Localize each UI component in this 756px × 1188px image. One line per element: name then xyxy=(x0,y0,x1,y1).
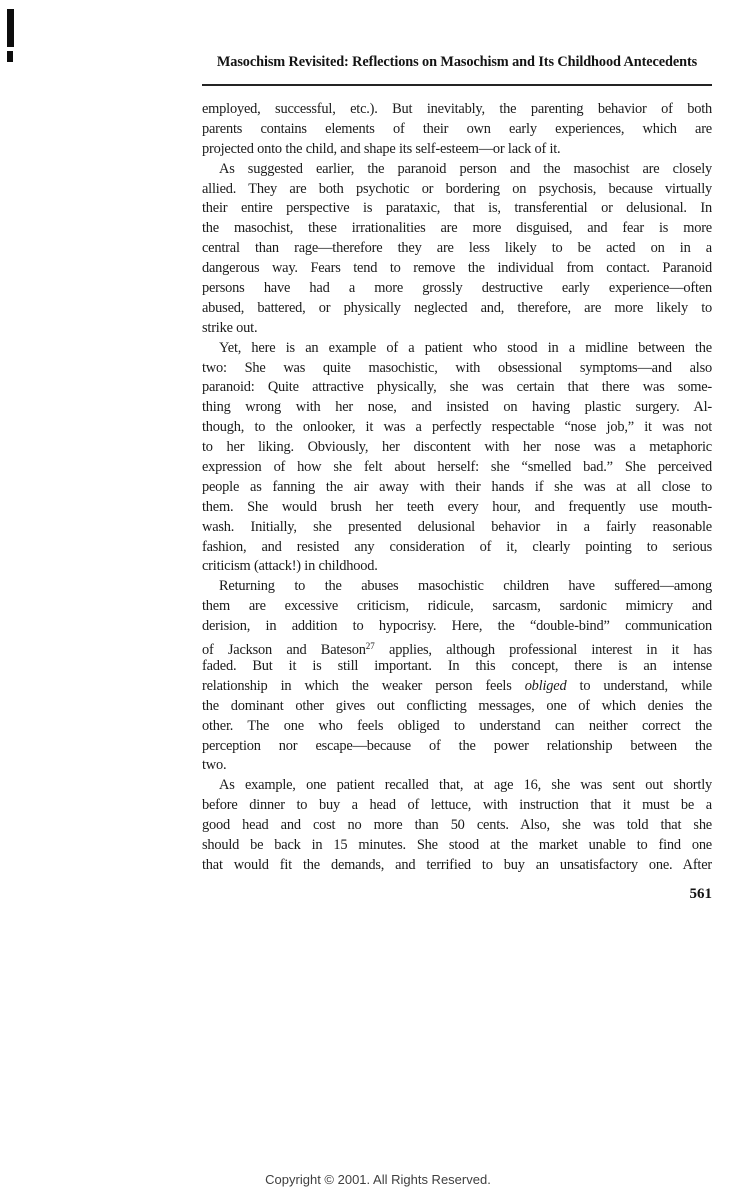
text-line: perception nor escape—because of the power relationship between the xyxy=(202,737,712,754)
text-line: dangerous way. Fears tend to remove the individual from contact. Paranoid xyxy=(202,260,712,277)
text-line: As example, one patient recalled that, at age 16, she was sent out shortly xyxy=(219,777,712,794)
text-line: two: She was quite masochistic, with obsessional symptoms—and also xyxy=(202,359,712,376)
text-line: As suggested earlier, the paranoid person and the masochist are closely xyxy=(219,160,712,177)
text-line: their entire perspective is parataxic, that is, transferential or delusional. In xyxy=(202,200,712,217)
text-line: them. She would brush her teeth every hour, and frequently use mouth- xyxy=(202,498,712,515)
header-divider xyxy=(202,84,712,86)
text-line: the dominant other gives out conflicting messages, one of which denies the xyxy=(202,697,712,714)
page-number: 561 xyxy=(689,886,712,902)
running-head-title: Masochism Revisited: Reflections on Masochism and Its Childhood Antecedents xyxy=(216,54,698,70)
text-line: projected onto the child, and shape its self-esteem—or lack of it. xyxy=(202,140,561,157)
text-line: fashion, and resisted any consideration of it, clearly pointing to serious xyxy=(202,538,712,555)
text-line: them are excessive criticism, ridicule, sarcasm, sardonic mimicry and xyxy=(202,598,712,615)
text-line: though, to the onlooker, it was a perfectly respectable “nose job,” it was not xyxy=(202,419,712,436)
text-line: should be back in 15 minutes. She stood at the market unable to find one xyxy=(202,836,712,853)
text-line: criticism (attack!) in childhood. xyxy=(202,558,378,575)
text-line: relationship in which the weaker person feels obliged to understand, while xyxy=(202,677,712,694)
text-line: good head and cost no more than 50 cents. Also, she was told that she xyxy=(202,817,712,834)
text-line: other. The one who feels obliged to understand can neither correct the xyxy=(202,717,712,734)
text-line: to her liking. Obviously, her discontent with her nose was a metaphoric xyxy=(202,439,712,456)
text-line: employed, successful, etc.). But inevitably, the parenting behavior of both xyxy=(202,101,712,117)
text-line: before dinner to buy a head of lettuce, with instruction that it must be a xyxy=(202,797,712,814)
text-line: Returning to the abuses masochistic children have suffered—among xyxy=(219,578,712,595)
text-line: thing wrong with her nose, and insisted on having plastic surgery. Al- xyxy=(202,399,712,416)
text-line: derision, in addition to hypocrisy. Here, the “double-bind” communication xyxy=(202,618,712,635)
scan-artifact-mark xyxy=(7,51,13,62)
text-line: the masochist, these irrationalities are more disguised, and fear is more xyxy=(202,220,712,237)
scan-artifact-mark xyxy=(7,9,14,47)
text-line: abused, battered, or physically neglected and, therefore, are more likely to xyxy=(202,299,712,316)
text-line: of Jackson and Bateson$^{27}$ applies, although professional interest in it has xyxy=(202,641,712,657)
text-line: central than rage—therefore they are less likely to be acted on in a xyxy=(202,240,712,257)
text-line: that would fit the demands, and terrified to buy an unsatisfactory one. After xyxy=(202,856,712,873)
body-text xyxy=(202,100,712,876)
text-line: allied. They are both psychotic or bordering on psychosis, because virtually xyxy=(202,180,712,197)
text-line: wash. Initially, she presented delusional behavior in a fairly reasonable xyxy=(202,518,712,535)
text-line: expression of how she felt about herself: she “smelled bad.” She perceived xyxy=(202,459,712,476)
text-line: two. xyxy=(202,757,227,774)
text-line: faded. But it is still important. In this concept, there is an intense xyxy=(202,657,712,674)
footnote-reference: 27 xyxy=(365,641,375,652)
text-line: parents contains elements of their own early experiences, which are xyxy=(202,120,712,137)
text-line: people as fanning the air away with their hands if she was at all close to xyxy=(202,478,712,495)
text-line: Yet, here is an example of a patient who stood in a midline between the xyxy=(219,339,712,356)
text-line: persons have had a more grossly destructive early experience—often xyxy=(202,280,712,297)
copyright-footer: Copyright © 2001. All Rights Reserved. xyxy=(265,1172,491,1187)
text-line: strike out. xyxy=(202,319,258,336)
text-line: paranoid: Quite attractive physically, she was certain that there was some- xyxy=(202,379,712,396)
